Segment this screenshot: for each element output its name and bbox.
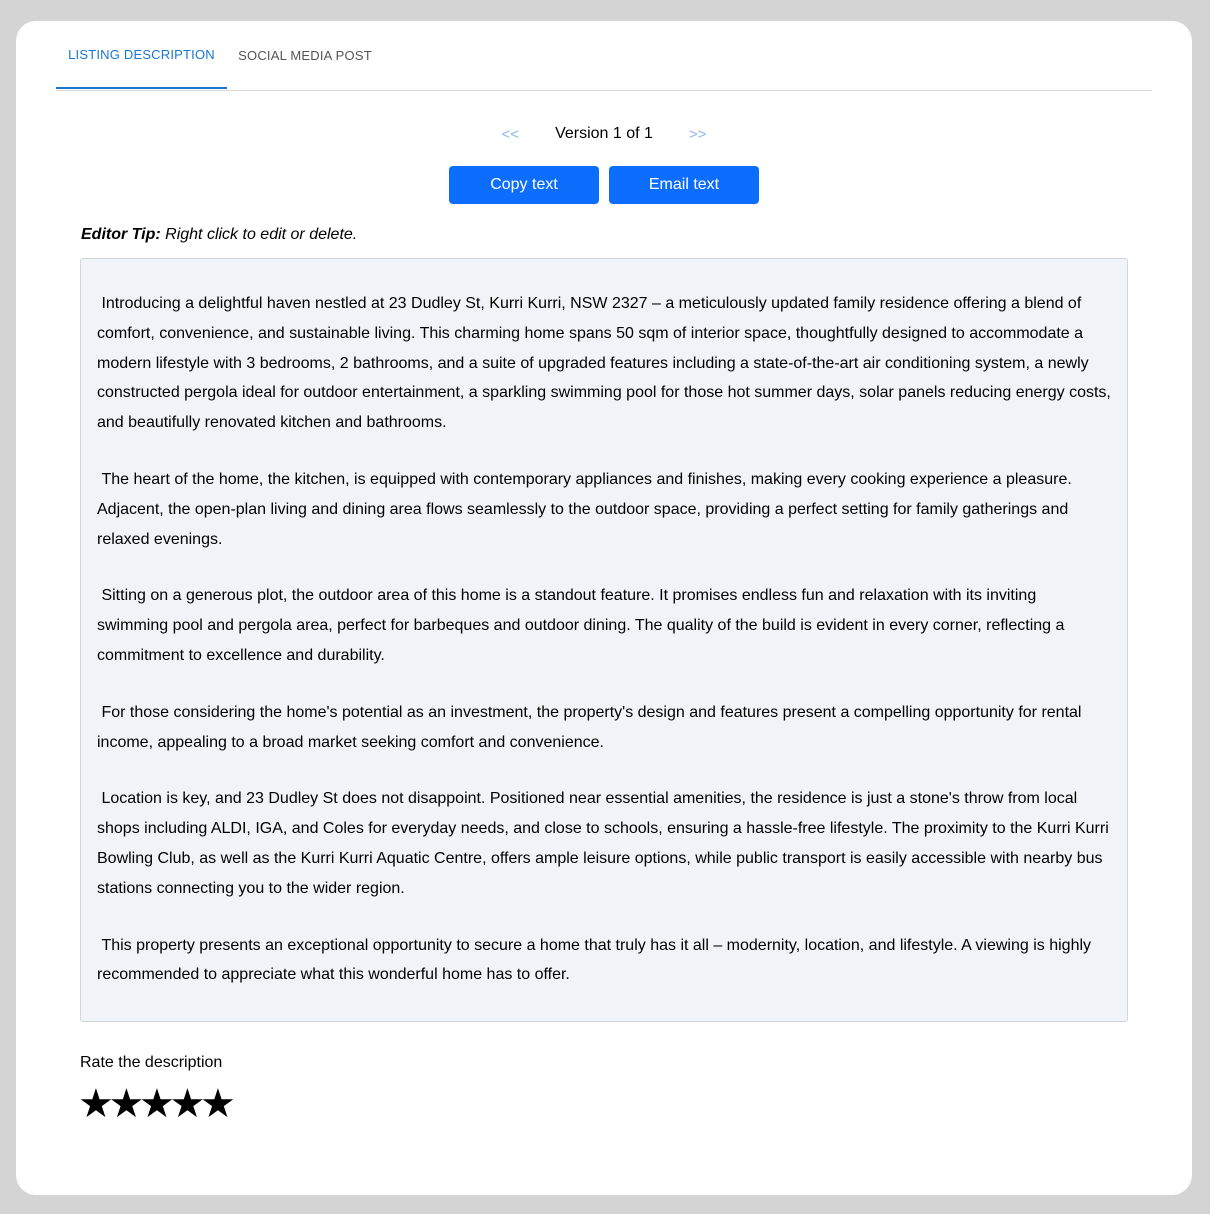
description-paragraph[interactable]: For those considering the home's potential as an investment, the property's design and features present a compelling opportunity for rental income, appealing to a broad market seeking comfort and convenience. xyxy=(97,703,1086,751)
description-text-area[interactable] xyxy=(80,258,1128,1022)
next-version-button[interactable]: >> xyxy=(688,125,707,143)
description-paragraph[interactable]: Sitting on a generous plot, the outdoor area of this home is a standout feature. It promises endless fun and relaxation with its inviting swimming pool and pergola area, perfect for barbeques and outdoor dining. The quality of the build is evident in every corner, reflecting a commitment to excellence and durability. xyxy=(97,587,1069,664)
editor-tip-text: Right click to edit or delete. xyxy=(160,226,358,243)
email-text-button[interactable]: Email text xyxy=(609,166,759,204)
tab-social-media-post[interactable]: SOCIAL MEDIA POST xyxy=(238,47,372,63)
description-paragraph[interactable]: Location is key, and 23 Dudley St does not disappoint. Positioned near essential amenities, the residence is just a stone's throw from local shops including ALDI, IGA, and Coles for everyday needs, and close to schools, ensuring a hassle-free lifestyle. The proximity to the Kurri Kurri Bowling Club, as well as the Kurri Kurri Aquatic Centre, offers ample leisure options, while public transport is easily accessible with nearby bus stations connecting you to the wider region. xyxy=(97,790,1114,897)
tab-bar xyxy=(56,21,1152,91)
action-buttons xyxy=(16,166,1192,204)
star-icon-1[interactable]: ★ xyxy=(78,1081,114,1127)
copy-text-button[interactable]: Copy text xyxy=(449,166,599,204)
tab-listing-description[interactable]: LISTING DESCRIPTION xyxy=(56,21,227,89)
description-paragraph[interactable]: The heart of the home, the kitchen, is equipped with contemporary appliances and finishes, making every cooking experience a pleasure. Adjacent, the open-plan living and dining area flows seamlessly to the outdoor space, providing a perfect setting for family gatherings and relaxed evenings. xyxy=(97,470,1076,548)
description-paragraph[interactable]: This property presents an exceptional opportunity to secure a home that truly has it all – modernity, location, and lifestyle. A viewing is highly recommended to appreciate what this wonderful home has to offer. xyxy=(97,936,1096,984)
star-icon-2[interactable]: ★ xyxy=(108,1081,145,1127)
star-icon-4[interactable]: ★ xyxy=(169,1081,206,1127)
star-icon-5[interactable]: ★ xyxy=(200,1081,236,1127)
listing-card xyxy=(16,21,1192,1195)
star-rating xyxy=(78,1081,236,1127)
version-pager xyxy=(16,122,1192,146)
version-indicator: Version 1 of 1 xyxy=(555,125,653,142)
star-icon-3[interactable]: ★ xyxy=(139,1081,175,1127)
editor-tip-label: Editor Tip: xyxy=(81,226,161,243)
editor-tip xyxy=(81,226,357,244)
previous-version-button[interactable]: << xyxy=(501,125,520,143)
rating-label: Rate the description xyxy=(80,1054,223,1071)
description-paragraph[interactable]: Introducing a delightful haven nestled at 23 Dudley St, Kurri Kurri, NSW 2327 – a meticulously updated family residence offering a blend of comfort, convenience, and sustainable living. This charming home spans 50 sqm of interior space, thoughtfully designed to accommodate a modern lifestyle with 3 bedrooms, 2 bathrooms, and a suite of upgraded features including a state-of-the-art air conditioning system, a newly constructed pergola ideal for outdoor entertainment, a sparkling swimming pool for those hot summer days, solar panels reducing energy costs, and beautifully renovated kitchen and bathrooms. xyxy=(97,295,1116,432)
